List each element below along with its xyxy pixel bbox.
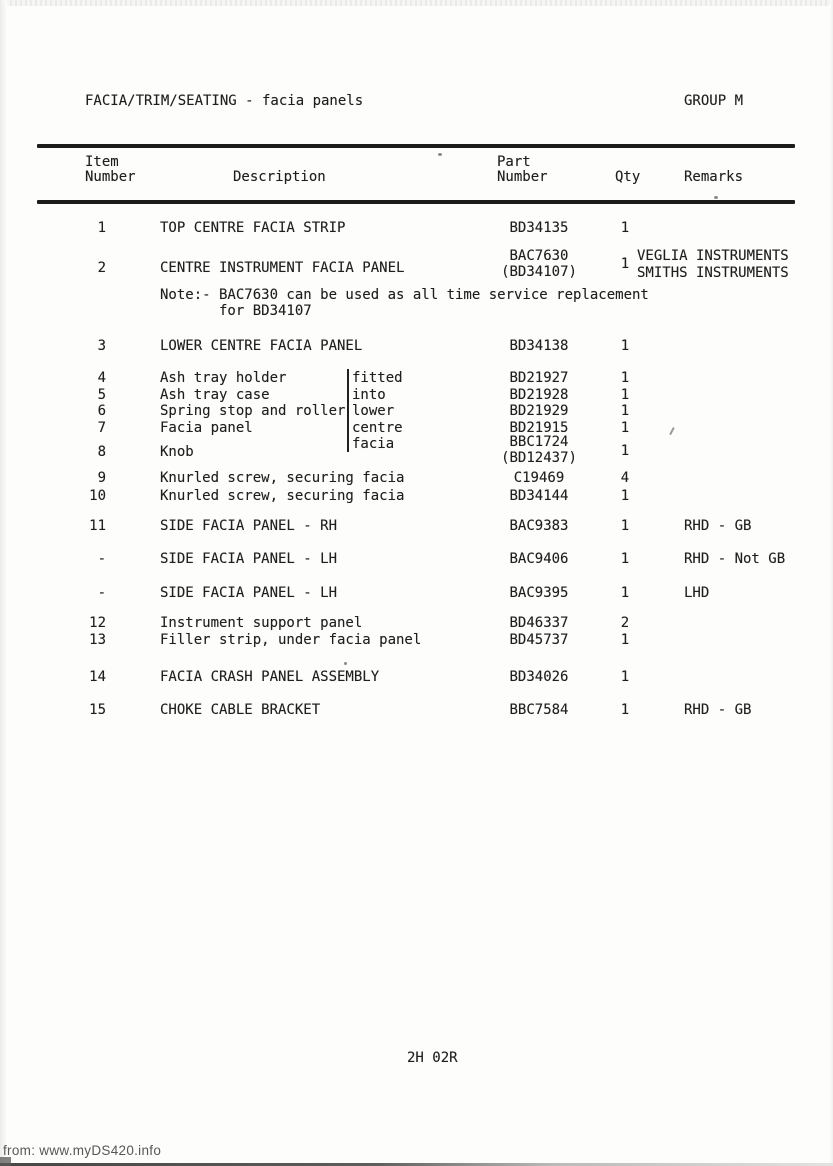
qty-cell: 1: [620, 669, 630, 685]
page-title: FACIA/TRIM/SEATING - facia panels: [85, 93, 364, 109]
table-row: [0, 669, 833, 686]
qty-cell: 1: [620, 387, 630, 403]
item-number-cell: 11: [89, 518, 106, 534]
item-number-cell: 3: [97, 338, 106, 354]
part-number-cell: BD21915: [509, 420, 569, 436]
description-cell: Instrument support panel: [160, 615, 363, 631]
qty-cell: 1: [620, 702, 630, 718]
item-number-cell: -: [97, 585, 106, 601]
table-header-rule: [37, 200, 795, 204]
table-row: [0, 632, 833, 649]
scan-speck: [344, 662, 347, 665]
remarks-cell: RHD - GB: [684, 518, 752, 534]
part-number-cell-line1: BBC1724: [509, 434, 569, 450]
part-number-cell-line1: BAC7630: [509, 248, 569, 264]
item-number-cell: -: [97, 551, 106, 567]
qty-cell: 1: [620, 488, 630, 504]
scan-speck: [714, 196, 718, 199]
description-cell: Ash tray holder: [160, 370, 287, 386]
description-cell: TOP CENTRE FACIA STRIP: [160, 220, 346, 236]
part-number-cell: BAC9383: [509, 518, 569, 534]
part-number-cell: BAC9395: [509, 585, 569, 601]
description-cell: SIDE FACIA PANEL - LH: [160, 551, 338, 567]
qty-cell: 1: [620, 420, 630, 436]
description-cell: Knurled screw, securing facia: [160, 488, 405, 504]
part-number-cell-line2: (BD34107): [501, 264, 577, 280]
item-number-cell: 7: [97, 420, 106, 436]
column-header-remarks: Remarks: [684, 169, 744, 185]
part-number-cell: BD21927: [509, 370, 569, 386]
item-number-cell: 4: [97, 370, 106, 386]
column-header-item-line1: Item: [85, 154, 119, 170]
qty-cell: 1: [620, 370, 630, 386]
qty-cell: 1: [620, 220, 630, 236]
group-label: GROUP M: [684, 93, 744, 109]
description-cell: Ash tray case: [160, 387, 270, 403]
description-cell: CENTRE INSTRUMENT FACIA PANEL: [160, 260, 405, 276]
table-row: [0, 702, 833, 719]
item-number-cell: 10: [89, 488, 106, 504]
table-row: [0, 370, 833, 387]
note-text-line1: Note:- BAC7630 can be used as all time service replacement: [160, 287, 649, 303]
page-code: 2H 02R: [407, 1050, 458, 1066]
description-cell: SIDE FACIA PANEL - RH: [160, 518, 338, 534]
table-top-rule: [37, 144, 795, 148]
qty-cell: 1: [620, 518, 630, 534]
item-number-cell: 9: [97, 470, 106, 486]
column-header-qty: Qty: [615, 169, 641, 185]
remarks-cell-line2: SMITHS INSTRUMENTS: [637, 265, 789, 281]
table-row: [0, 403, 833, 420]
part-number-cell: BD34026: [509, 669, 569, 685]
bracket-label: fitted: [352, 370, 403, 386]
column-header-item-line2: Number: [85, 169, 136, 185]
part-number-cell-line2: (BD12437): [501, 450, 577, 466]
description-cell: Filler strip, under facia panel: [160, 632, 422, 648]
qty-cell: 2: [620, 615, 630, 631]
item-number-cell: 15: [89, 702, 106, 718]
part-number-cell: BD21929: [509, 403, 569, 419]
qty-cell: 1: [620, 403, 630, 419]
remarks-cell: RHD - GB: [684, 702, 752, 718]
bracket-label: into: [352, 387, 386, 403]
part-number-cell: BD45737: [509, 632, 569, 648]
description-cell: FACIA CRASH PANEL ASSEMBLY: [160, 669, 380, 685]
column-header-description: Description: [233, 169, 326, 185]
description-cell: Spring stop and roller: [160, 403, 346, 419]
table-row: [0, 387, 833, 404]
qty-cell: 1: [620, 256, 630, 272]
scan-edge-left: [0, 0, 7, 1166]
item-number-cell: 2: [97, 260, 106, 276]
bracket-label: centre: [352, 420, 403, 436]
description-cell: CHOKE CABLE BRACKET: [160, 702, 321, 718]
table-row: [0, 518, 833, 535]
table-row: [0, 220, 833, 237]
description-cell: LOWER CENTRE FACIA PANEL: [160, 338, 363, 354]
note-text-line2: for BD34107: [219, 303, 312, 319]
part-number-cell: BD46337: [509, 615, 569, 631]
part-number-cell: BD21928: [509, 387, 569, 403]
qty-cell: 1: [620, 338, 630, 354]
bracket-label: facia: [352, 436, 395, 452]
item-number-cell: 12: [89, 615, 106, 631]
item-number-cell: 14: [89, 669, 106, 685]
table-row: [0, 420, 833, 437]
watermark: from: www.myDS420.info: [3, 1143, 162, 1158]
qty-cell: 1: [620, 632, 630, 648]
table-row: [0, 470, 833, 487]
description-cell: SIDE FACIA PANEL - LH: [160, 585, 338, 601]
scan-edge-top: [0, 0, 833, 6]
table-row: [0, 551, 833, 568]
description-cell: Knurled screw, securing facia: [160, 470, 405, 486]
description-cell: Knob: [160, 444, 194, 460]
table-row: [0, 615, 833, 632]
part-number-cell: BBC7584: [509, 702, 569, 718]
remarks-cell-line1: VEGLIA INSTRUMENTS: [637, 248, 789, 264]
qty-cell: 1: [620, 585, 630, 601]
remarks-cell: LHD: [684, 585, 710, 601]
column-header-part-line1: Part: [497, 154, 531, 170]
part-number-cell: C19469: [513, 470, 565, 486]
qty-cell: 1: [620, 443, 630, 459]
qty-cell: 4: [620, 470, 630, 486]
remarks-cell: RHD - Not GB: [684, 551, 786, 567]
item-number-cell: 6: [97, 403, 106, 419]
qty-cell: 1: [620, 551, 630, 567]
bracket-label: lower: [352, 403, 395, 419]
column-header-part-line2: Number: [497, 169, 548, 185]
part-number-cell: BD34138: [509, 338, 569, 354]
item-number-cell: 13: [89, 632, 106, 648]
part-number-cell: BAC9406: [509, 551, 569, 567]
part-number-cell: BD34144: [509, 488, 569, 504]
item-number-cell: 1: [97, 220, 106, 236]
description-cell: Facia panel: [160, 420, 253, 436]
table-row: [0, 488, 833, 505]
item-number-cell: 5: [97, 387, 106, 403]
part-number-cell: BD34135: [509, 220, 569, 236]
table-row: [0, 585, 833, 602]
bracket-line: [347, 369, 349, 452]
table-row: [0, 338, 833, 355]
scan-speck: [438, 153, 442, 156]
item-number-cell: 8: [97, 444, 106, 460]
